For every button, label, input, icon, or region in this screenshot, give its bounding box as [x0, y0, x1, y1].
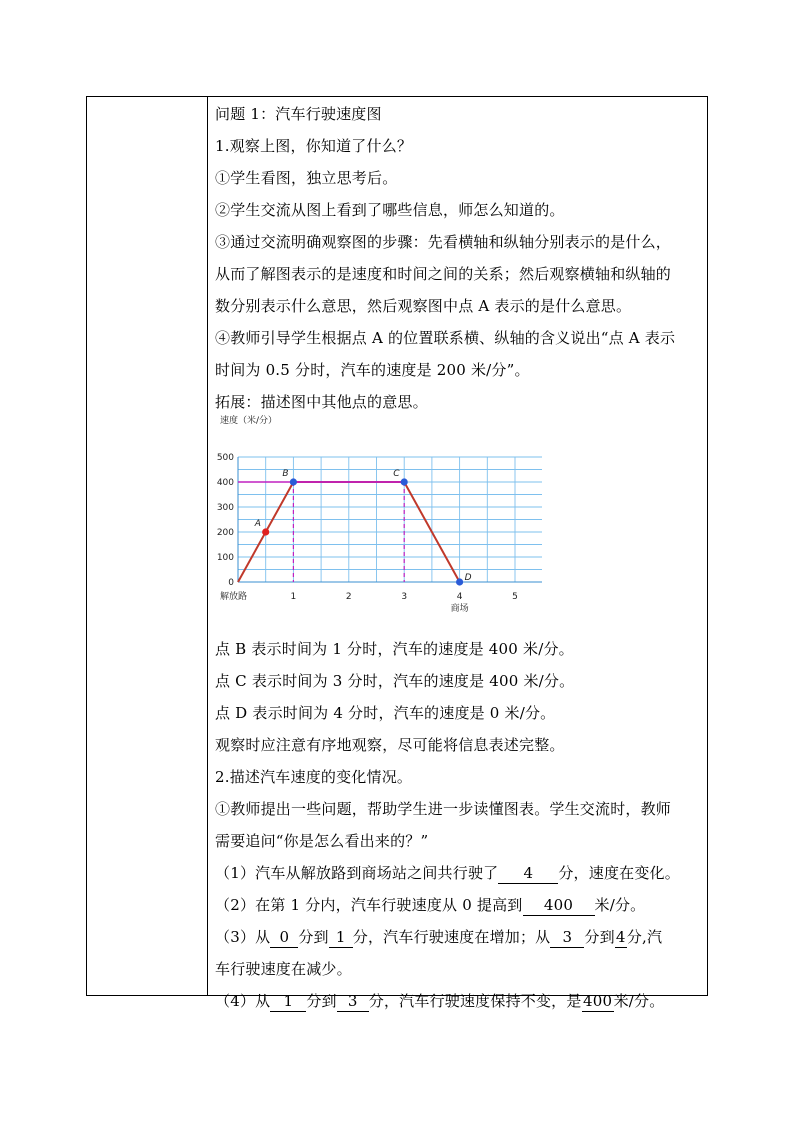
- x-start-label: 解放路: [220, 592, 248, 602]
- fill-2-answer: 400: [523, 895, 595, 916]
- y-axis-label: 速度（米/分）: [220, 416, 278, 426]
- question-2: 2.描述汽车速度的变化情况。: [215, 768, 413, 786]
- fill-question-4: [215, 985, 705, 1017]
- point-c-description: 点 C 表示时间为 3 分时，汽车的速度是 400 米/分。: [215, 672, 575, 690]
- fill-1-answer: 4: [498, 863, 558, 884]
- fill-3-answer-2: 1: [329, 927, 353, 948]
- step-4-line-1: ④教师引导学生根据点 A 的位置联系横、纵轴的含义说出“点 A 表示: [215, 329, 676, 347]
- step-3-line-1: ③通过交流明确观察图的步骤：先看横轴和纵轴分别表示的是什么，: [215, 233, 672, 251]
- y-tick-label: 300: [216, 503, 234, 513]
- point-label-a: A: [254, 519, 261, 529]
- point-label-b: B: [282, 469, 289, 479]
- fill-question-3-continued: 车行驶速度在减少。: [215, 960, 352, 978]
- fill-3-suffix: 分,汽: [626, 928, 663, 946]
- extension-text: 拓展：描述图中其他点的意思。: [215, 393, 428, 411]
- fill-4-answer-1: 1: [270, 991, 306, 1012]
- y-tick-label: 200: [216, 528, 234, 538]
- fill-question-3: [215, 921, 705, 953]
- fill-1-suffix: 分，速度在变化。: [558, 864, 680, 882]
- observation-note: 观察时应注意有序地观察，尽可能将信息表述完整。: [215, 736, 565, 754]
- fill-3-mid-2: 分，汽车行驶速度在增加；从: [352, 928, 551, 946]
- y-tick-label: 400: [216, 478, 234, 488]
- fill-question-2: [215, 889, 705, 921]
- teacher-step-line-2: 需要追问“你是怎么看出来的？”: [215, 832, 429, 850]
- speed-time-chart: [212, 408, 542, 618]
- x-tick-label: 3: [401, 592, 408, 602]
- fill-3-answer-3: 3: [550, 927, 584, 948]
- step-1: ①学生看图，独立思考后。: [215, 169, 398, 187]
- teacher-step-line-1: ①教师提出一些问题，帮助学生进一步读懂图表。学生交流时，教师: [215, 800, 672, 818]
- fill-3-mid-1: 分到: [298, 928, 329, 946]
- fill-4-suffix: 米/分。: [613, 992, 665, 1010]
- question-1: 1.观察上图，你知道了什么？: [215, 137, 413, 155]
- fill-3-answer-1: 0: [270, 927, 298, 948]
- x-tick-label: 4: [456, 592, 463, 602]
- problem-title: 问题 1：汽车行驶速度图: [215, 105, 382, 123]
- point-label-c: C: [393, 469, 400, 479]
- x-end-label: 商场: [450, 604, 469, 614]
- point-b-description: 点 B 表示时间为 1 分时，汽车的速度是 400 米/分。: [215, 640, 574, 658]
- fill-4-prefix: （4）从: [215, 992, 271, 1010]
- data-point-c: [401, 478, 408, 485]
- y-tick-label: 500: [216, 453, 234, 463]
- fill-2-suffix: 米/分。: [594, 896, 646, 914]
- fill-4-mid-2: 分，汽车行驶速度保持不变，是: [368, 992, 582, 1010]
- x-tick-label: 5: [512, 592, 518, 602]
- fill-3-mid-3: 分到: [584, 928, 615, 946]
- data-point-a: [262, 528, 269, 535]
- data-point-d: [456, 578, 463, 585]
- step-3-line-3: 数分别表示什么意思，然后观察图中点 A 表示的是什么意思。: [215, 297, 632, 315]
- table-column-divider: [207, 96, 208, 996]
- y-tick-label: 0: [228, 578, 234, 588]
- fill-3-prefix: （3）从: [215, 928, 271, 946]
- step-4-line-2: 时间为 0.5 分时，汽车的速度是 200 米/分”。: [215, 361, 530, 379]
- fill-4-answer-3: 400: [582, 992, 613, 1010]
- point-label-d: D: [464, 573, 472, 583]
- x-tick-label: 1: [290, 592, 297, 602]
- fill-4-mid-1: 分到: [306, 992, 337, 1010]
- y-tick-label: 100: [216, 553, 234, 563]
- step-2: ②学生交流从图上看到了哪些信息，师怎么知道的。: [215, 201, 565, 219]
- fill-3-answer-4: 4: [615, 928, 626, 946]
- fill-1-prefix: （1）汽车从解放路到商场站之间共行驶了: [215, 864, 499, 882]
- point-d-description: 点 D 表示时间为 4 分时，汽车的速度是 0 米/分。: [215, 704, 556, 722]
- fill-question-1: [215, 857, 705, 889]
- step-3-line-2: 从而了解图表示的是速度和时间之间的关系；然后观察横轴和纵轴的: [215, 265, 672, 283]
- data-point-b: [290, 478, 297, 485]
- fill-2-prefix: （2）在第 1 分内，汽车行驶速度从 0 提高到: [215, 896, 523, 914]
- fill-4-answer-2: 3: [337, 991, 369, 1012]
- x-tick-label: 2: [345, 592, 352, 602]
